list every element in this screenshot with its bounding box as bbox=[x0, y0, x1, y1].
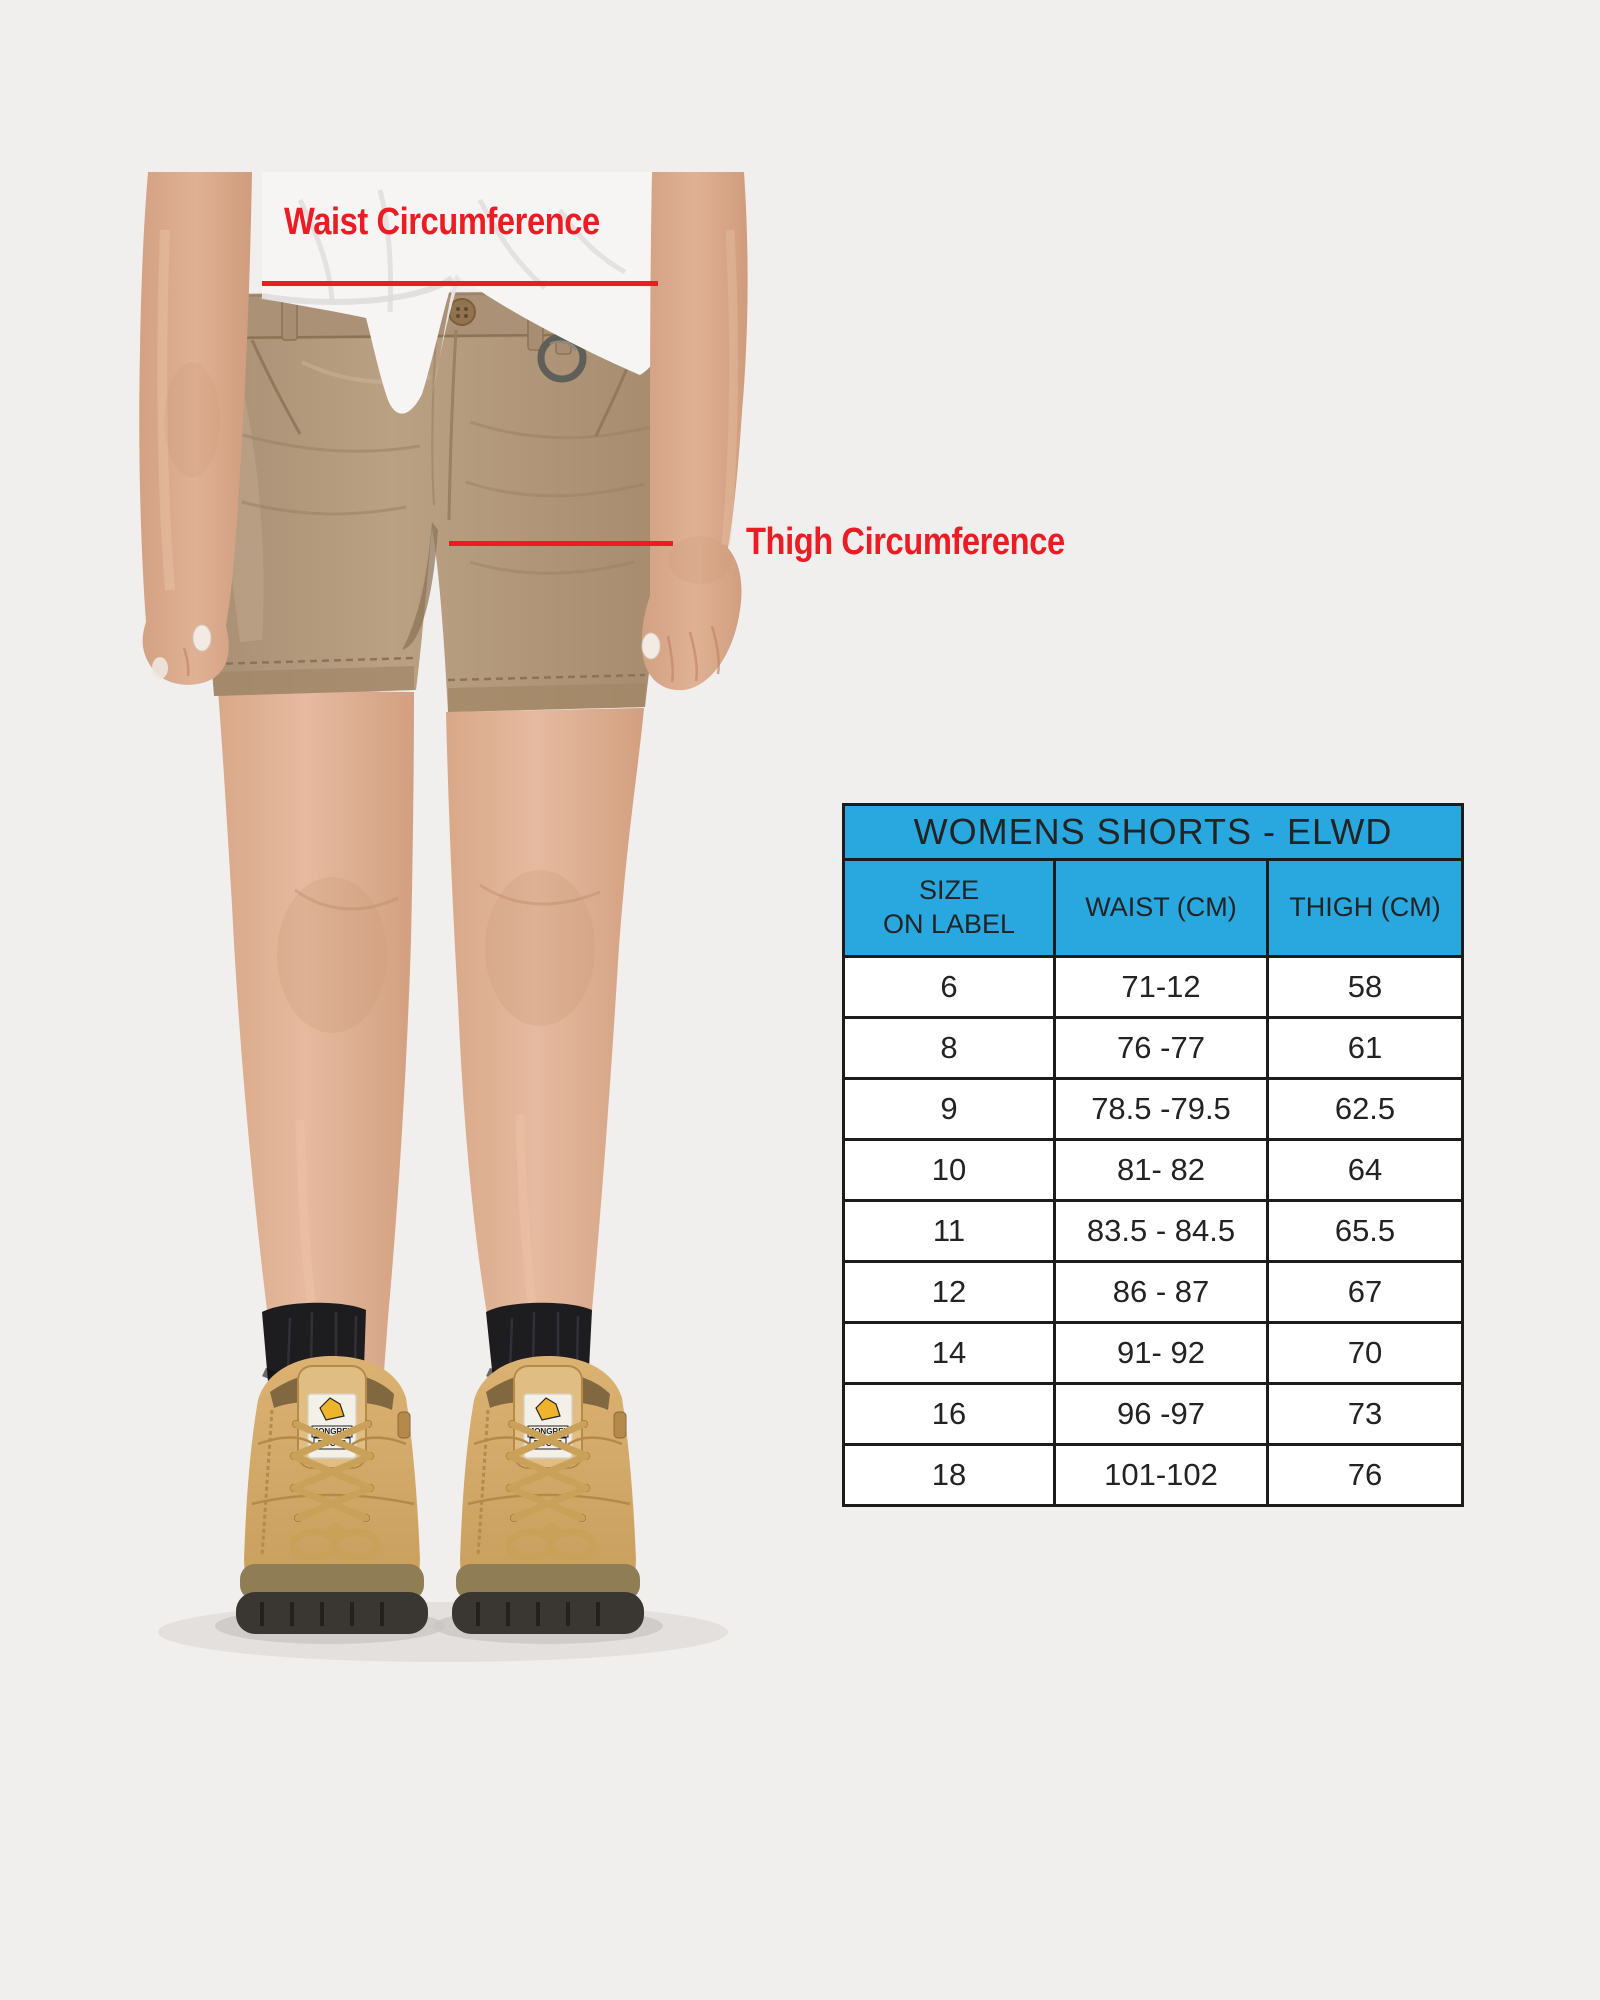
size-value: 6 bbox=[845, 958, 1053, 1016]
boot-sole bbox=[236, 1592, 428, 1634]
size-chart-table bbox=[842, 803, 1464, 1507]
left-thumb-nail bbox=[193, 625, 211, 651]
size-value: 16 bbox=[845, 1385, 1053, 1443]
svg-text:BOOTS: BOOTS bbox=[317, 1439, 347, 1448]
waist-measure-line bbox=[262, 281, 658, 286]
thigh-value: 58 bbox=[1269, 958, 1461, 1016]
size-value: 18 bbox=[845, 1446, 1053, 1504]
work-boot bbox=[452, 1356, 644, 1634]
waist-value: 86 - 87 bbox=[1056, 1263, 1266, 1321]
column-header-size bbox=[845, 861, 1053, 955]
thigh-circumference-label: Thigh Circumference bbox=[746, 521, 1065, 563]
thigh-value: 61 bbox=[1269, 1019, 1461, 1077]
column-header-size-line1: SIZE bbox=[918, 875, 979, 906]
column-header-size-line2: ON LABEL bbox=[882, 909, 1016, 939]
column-header-waist: WAIST (CM) bbox=[1056, 861, 1266, 955]
size-value: 9 bbox=[845, 1080, 1053, 1138]
size-value: 12 bbox=[845, 1263, 1053, 1321]
thigh-value: 73 bbox=[1269, 1385, 1461, 1443]
waist-value: 81- 82 bbox=[1056, 1141, 1266, 1199]
waist-value: 83.5 - 84.5 bbox=[1056, 1202, 1266, 1260]
waist-value: 78.5 -79.5 bbox=[1056, 1080, 1266, 1138]
right-hem bbox=[448, 683, 645, 712]
svg-text:MONGREL: MONGREL bbox=[311, 1427, 353, 1436]
waist-circumference-label: Waist Circumference bbox=[284, 201, 600, 243]
thigh-measure-line bbox=[449, 541, 673, 546]
left-knee-shading bbox=[277, 877, 387, 1033]
size-value: 8 bbox=[845, 1019, 1053, 1077]
thigh-value: 65.5 bbox=[1269, 1202, 1461, 1260]
work-boot bbox=[236, 1356, 428, 1634]
thigh-value: 64 bbox=[1269, 1141, 1461, 1199]
thigh-value: 70 bbox=[1269, 1324, 1461, 1382]
waist-value: 76 -77 bbox=[1056, 1019, 1266, 1077]
column-header-thigh: THIGH (CM) bbox=[1269, 861, 1461, 955]
size-value: 11 bbox=[845, 1202, 1053, 1260]
waist-value: 91- 92 bbox=[1056, 1324, 1266, 1382]
thigh-value: 62.5 bbox=[1269, 1080, 1461, 1138]
waist-value: 71-12 bbox=[1056, 958, 1266, 1016]
size-value: 14 bbox=[845, 1324, 1053, 1382]
waist-value: 101-102 bbox=[1056, 1446, 1266, 1504]
size-chart-title: WOMENS SHORTS - ELWD bbox=[845, 806, 1461, 858]
right-knee-shading bbox=[485, 870, 595, 1026]
thigh-value: 76 bbox=[1269, 1446, 1461, 1504]
thigh-value: 67 bbox=[1269, 1263, 1461, 1321]
waist-button bbox=[449, 299, 475, 325]
right-finger-nail bbox=[642, 633, 660, 659]
size-value: 10 bbox=[845, 1141, 1053, 1199]
zip-pull bbox=[398, 1412, 410, 1438]
waist-value: 96 -97 bbox=[1056, 1385, 1266, 1443]
